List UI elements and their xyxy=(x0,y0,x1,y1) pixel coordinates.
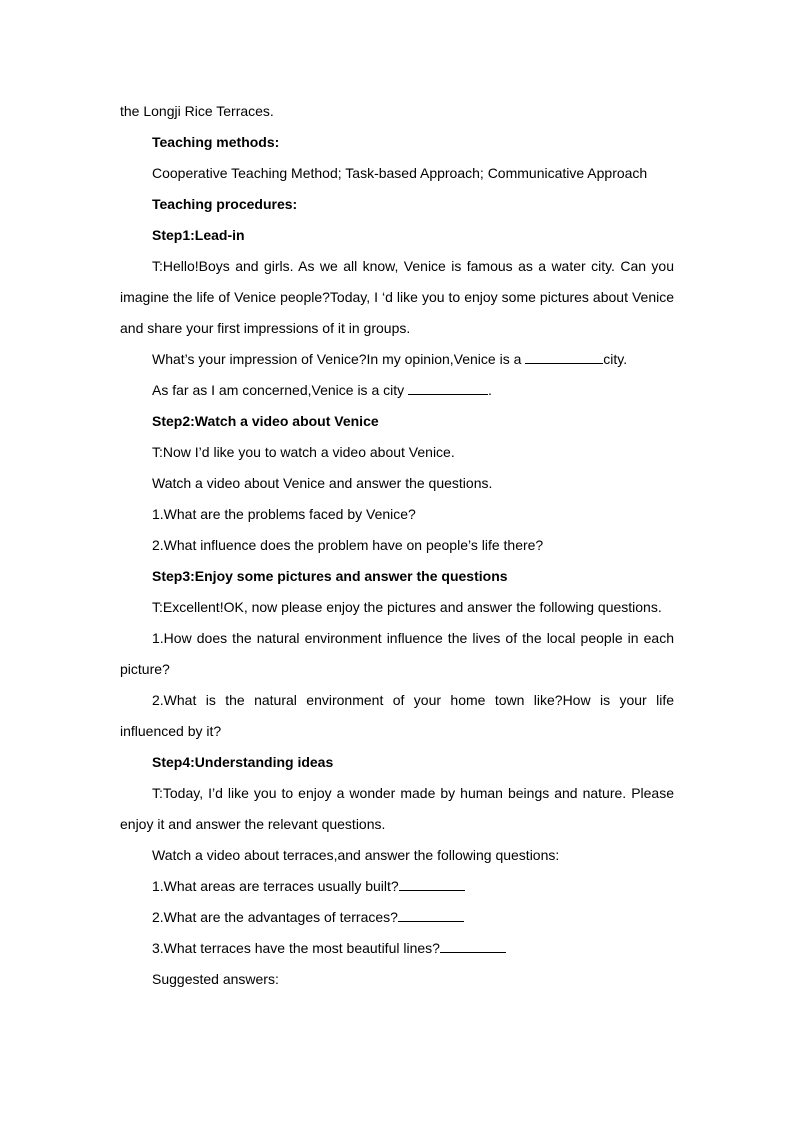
fill-in-blank xyxy=(440,938,506,953)
step4-question-3-text: 3.What terraces have the most beautiful lines? xyxy=(152,940,440,956)
impression-sentence-1-end: city. xyxy=(603,351,628,367)
step4-question-2 xyxy=(120,902,674,933)
suggested-answers-label: Suggested answers: xyxy=(152,971,279,987)
document-page xyxy=(120,96,674,995)
step3-question-1: 1.How does the natural environment influence the lives of the local people in each picture? xyxy=(120,630,674,677)
fill-in-blank xyxy=(399,876,465,891)
step2-teacher-text: T:Now I’d like you to watch a video about Venice. xyxy=(152,444,455,460)
heading-teaching-methods: Teaching methods: xyxy=(152,134,280,150)
step1-teacher-intro: T:Hello!Boys and girls. As we all know, Venice is famous as a water city. Can you imagine the life of Venice people?Today, I ‘d like you to enjoy some pictures about Venice and share your first impressions of it in groups. xyxy=(120,258,674,336)
step4-instruction: Watch a video about terraces,and answer the following questions: xyxy=(152,847,560,863)
step3-heading: Step3:Enjoy some pictures and answer the questions xyxy=(152,568,508,584)
teaching-methods-text: Cooperative Teaching Method; Task-based Approach; Communicative Approach xyxy=(152,165,648,181)
step4-question-3 xyxy=(120,933,674,964)
heading-teaching-procedures: Teaching procedures: xyxy=(152,196,298,212)
step4-heading: Step4:Understanding ideas xyxy=(152,754,334,770)
step4-teacher-text: T:Today, I’d like you to enjoy a wonder made by human beings and nature. Please enjoy it and answer the relevant questions. xyxy=(120,785,674,832)
step4-question-2-text: 2.What are the advantages of terraces? xyxy=(152,909,398,925)
step2-question-1: 1.What are the problems faced by Venice? xyxy=(152,506,416,522)
step3-teacher-text: T:Excellent!OK, now please enjoy the pictures and answer the following questions. xyxy=(152,599,662,615)
step1-heading: Step1:Lead-in xyxy=(152,227,245,243)
impression-sentence-2 xyxy=(120,375,674,406)
step4-question-1-text: 1.What areas are terraces usually built? xyxy=(152,878,399,894)
step2-heading: Step2:Watch a video about Venice xyxy=(152,413,379,429)
step4-question-1 xyxy=(120,871,674,902)
impression-sentence-1 xyxy=(120,344,674,375)
fill-in-blank xyxy=(525,349,603,364)
fill-in-blank xyxy=(408,380,488,395)
impression-sentence-2-end: . xyxy=(488,382,492,398)
step2-instruction: Watch a video about Venice and answer the questions. xyxy=(152,475,493,491)
paragraph-continuation: the Longji Rice Terraces. xyxy=(120,103,274,119)
impression-sentence-2-start: As far as I am concerned,Venice is a city xyxy=(152,382,409,398)
step3-question-2: 2.What is the natural environment of your home town like?How is your life influenced by it? xyxy=(120,692,674,739)
step2-question-2: 2.What influence does the problem have on people’s life there? xyxy=(152,537,544,553)
fill-in-blank xyxy=(398,907,464,922)
impression-sentence-1-start: What’s your impression of Venice?In my opinion,Venice is a xyxy=(152,351,526,367)
